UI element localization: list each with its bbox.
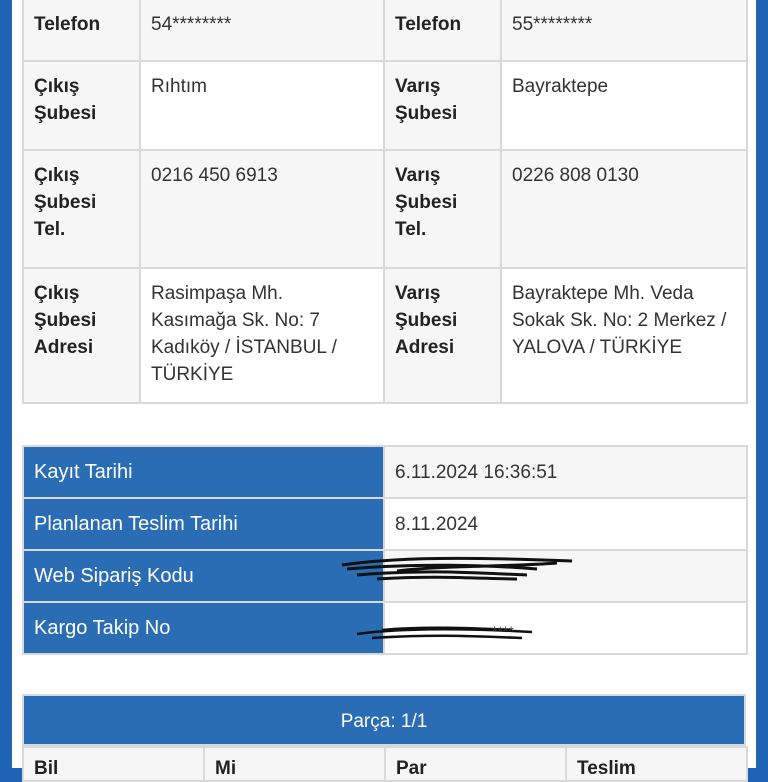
origin-branch-value: Rıhtım bbox=[140, 61, 384, 150]
planned-delivery-value: 8.11.2024 bbox=[384, 498, 747, 550]
planned-delivery-label: Planlanan Teslim Tarihi bbox=[23, 498, 384, 550]
destination-branch-label: Varış Şubesi bbox=[384, 61, 501, 150]
table-row-branch bbox=[23, 61, 747, 150]
parts-column-header-3: Par bbox=[385, 747, 566, 781]
destination-branch-value: Bayraktepe bbox=[501, 61, 747, 150]
table-row-registration-date bbox=[23, 446, 747, 498]
parts-column-header-2: Mi bbox=[204, 747, 385, 781]
origin-branch-address-value: Rasimpaşa Mh. Kasımağa Sk. No: 7 Kadıköy / İSTANBUL / TÜRKİYE bbox=[140, 268, 384, 403]
registration-date-value: 6.11.2024 16:36:51 bbox=[384, 446, 747, 498]
tracking-number-label: Kargo Takip No bbox=[23, 602, 384, 654]
branch-info-table bbox=[22, 0, 748, 404]
shipment-detail-page bbox=[12, 0, 756, 779]
table-row-branch-address bbox=[23, 268, 747, 403]
destination-branch-phone-value: 0226 808 0130 bbox=[501, 150, 747, 268]
parts-column-header-1: Bil bbox=[23, 747, 204, 781]
table-row-planned-delivery bbox=[23, 498, 747, 550]
sender-phone-value: 54******** bbox=[140, 0, 384, 61]
origin-branch-address-label: Çıkış Şubesi Adresi bbox=[23, 268, 140, 403]
parts-table-header-row bbox=[22, 746, 748, 782]
table-row-branch-phone bbox=[23, 150, 747, 268]
parts-header: Parça: 1/1 bbox=[22, 694, 746, 746]
table-row-tracking-number bbox=[23, 602, 747, 654]
table-row bbox=[23, 747, 747, 781]
parts-column-header-4: Teslim bbox=[566, 747, 747, 781]
origin-branch-label: Çıkış Şubesi bbox=[23, 61, 140, 150]
receiver-phone-value: 55******** bbox=[501, 0, 747, 61]
registration-date-label: Kayıt Tarihi bbox=[23, 446, 384, 498]
receiver-phone-label: Telefon bbox=[384, 0, 501, 61]
shipment-info-table bbox=[22, 445, 748, 655]
tracking-number-value bbox=[384, 602, 747, 654]
table-row-web-order-code bbox=[23, 550, 747, 602]
destination-branch-address-value: Bayraktepe Mh. Veda Sokak Sk. No: 2 Merkez / YALOVA / TÜRKİYE bbox=[501, 268, 747, 403]
svg-text:****: **** bbox=[492, 623, 514, 639]
sender-phone-label: Telefon bbox=[23, 0, 140, 61]
origin-branch-phone-label: Çıkış Şubesi Tel. bbox=[23, 150, 140, 268]
destination-branch-address-label: Varış Şubesi Adresi bbox=[384, 268, 501, 403]
table-row-phone bbox=[23, 0, 747, 61]
web-order-code-label: Web Sipariş Kodu bbox=[23, 550, 384, 602]
destination-branch-phone-label: Varış Şubesi Tel. bbox=[384, 150, 501, 268]
web-order-code-value bbox=[384, 550, 747, 602]
origin-branch-phone-value: 0216 450 6913 bbox=[140, 150, 384, 268]
